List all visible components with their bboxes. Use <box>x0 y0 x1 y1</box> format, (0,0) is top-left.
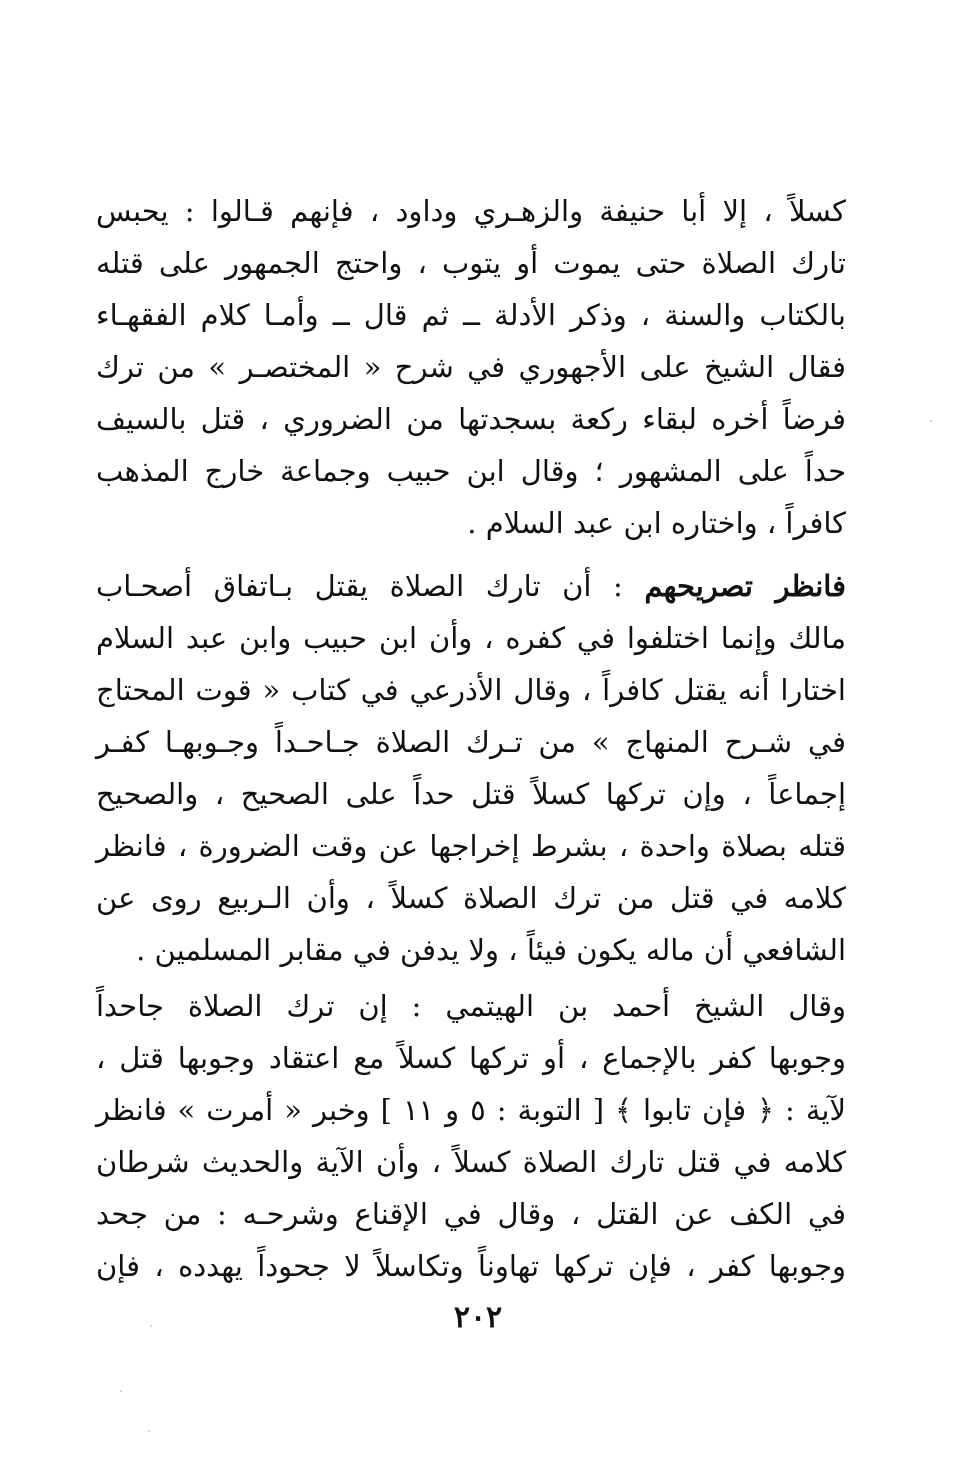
paragraph-1 <box>96 185 846 549</box>
text-line: قتله بصلاة واحدة ، بشرط إخراجها عن وقت الضرورة ، فانظر <box>96 829 846 863</box>
text-line: بالكتاب والسنة ، وذكر الأدلة ــ ثم قال ــ وأمـا كلام الفقهـاء <box>96 298 846 332</box>
text-line-rest: : أن تارك الصلاة يقتل بـاتفاق أصحـاب <box>96 569 623 603</box>
scan-speck <box>930 420 932 422</box>
text-line: فقال الشيخ على الأجهوري في شرح « المختصـر » من ترك <box>96 350 846 384</box>
text-line: كافراً ، واختاره ابن عبد السلام . <box>467 506 846 540</box>
text-line: الشافعي أن ماله يكون فيئاً ، ولا يدفن في مقابر المسلمين . <box>136 933 846 967</box>
text-line: تارك الصلاة حتى يموت أو يتوب ، واحتج الجمهور على قتله <box>96 246 846 280</box>
text-line: كلامه في قتل تارك الصلاة كسلاً ، وأن الآية والحديث شرطان <box>96 1145 846 1179</box>
text-line: لآية : ﴿ فإن تابوا ﴾ [ التوبة : ٥ و ١١ ] وخبر « أمرت » فانظر <box>96 1093 846 1127</box>
text-line: كسلاً ، إلا أبا حنيفة والزهـري وداود ، فإنهم قـالوا : يحبس <box>96 194 846 228</box>
paragraph-lead: فانظر تصريحهم <box>644 569 846 603</box>
scan-speck <box>148 1430 150 1432</box>
page-number: ٢٠٢ <box>453 1300 503 1335</box>
scan-speck <box>120 1390 122 1392</box>
paragraph-2 <box>96 560 846 976</box>
text-line: حداً على المشهور ؛ وقال ابن حبيب وجماعة خارج المذهب <box>96 454 846 488</box>
text-line: وجوبها كفر ، فإن تركها تهاوناً وتكاسلاً لا جحوداً يهدده ، فإن <box>96 1249 846 1283</box>
text-line: فرضاً أخره لبقاء ركعة بسجدتها من الضروري ، قتل بالسيف <box>96 402 846 436</box>
text-line: في شـرح المنهاج » من تـرك الصلاة جـاحـداً وجـوبهـا كفـر <box>96 725 846 759</box>
scan-speck <box>150 1325 152 1327</box>
text-line: مالك وإنما اختلفوا في كفره ، وأن ابن حبيب وابن عبد السلام <box>96 621 846 655</box>
paragraph-3 <box>96 980 846 1292</box>
text-line-first <box>96 560 846 612</box>
text-line: إجماعاً ، وإن تركها كسلاً قتل حداً على الصحيح ، والصحيح <box>96 777 846 811</box>
text-line: وجوبها كفر بالإجماع ، أو تركها كسلاً مع اعتقاد وجوبها قتل ، <box>96 1041 846 1075</box>
text-line: اختارا أنه يقتل كافراً ، وقال الأذرعي في كتاب « قوت المحتاج <box>96 673 846 707</box>
text-line: وقال الشيخ أحمد بن الهيتمي : إن ترك الصلاة جاحداً <box>96 989 846 1023</box>
text-line: كلامه في قتل من ترك الصلاة كسلاً ، وأن الـربيع روى عن <box>96 881 846 915</box>
text-line: في الكف عن القتل ، وقال في الإقناع وشرحـه : من جحد <box>96 1197 846 1231</box>
